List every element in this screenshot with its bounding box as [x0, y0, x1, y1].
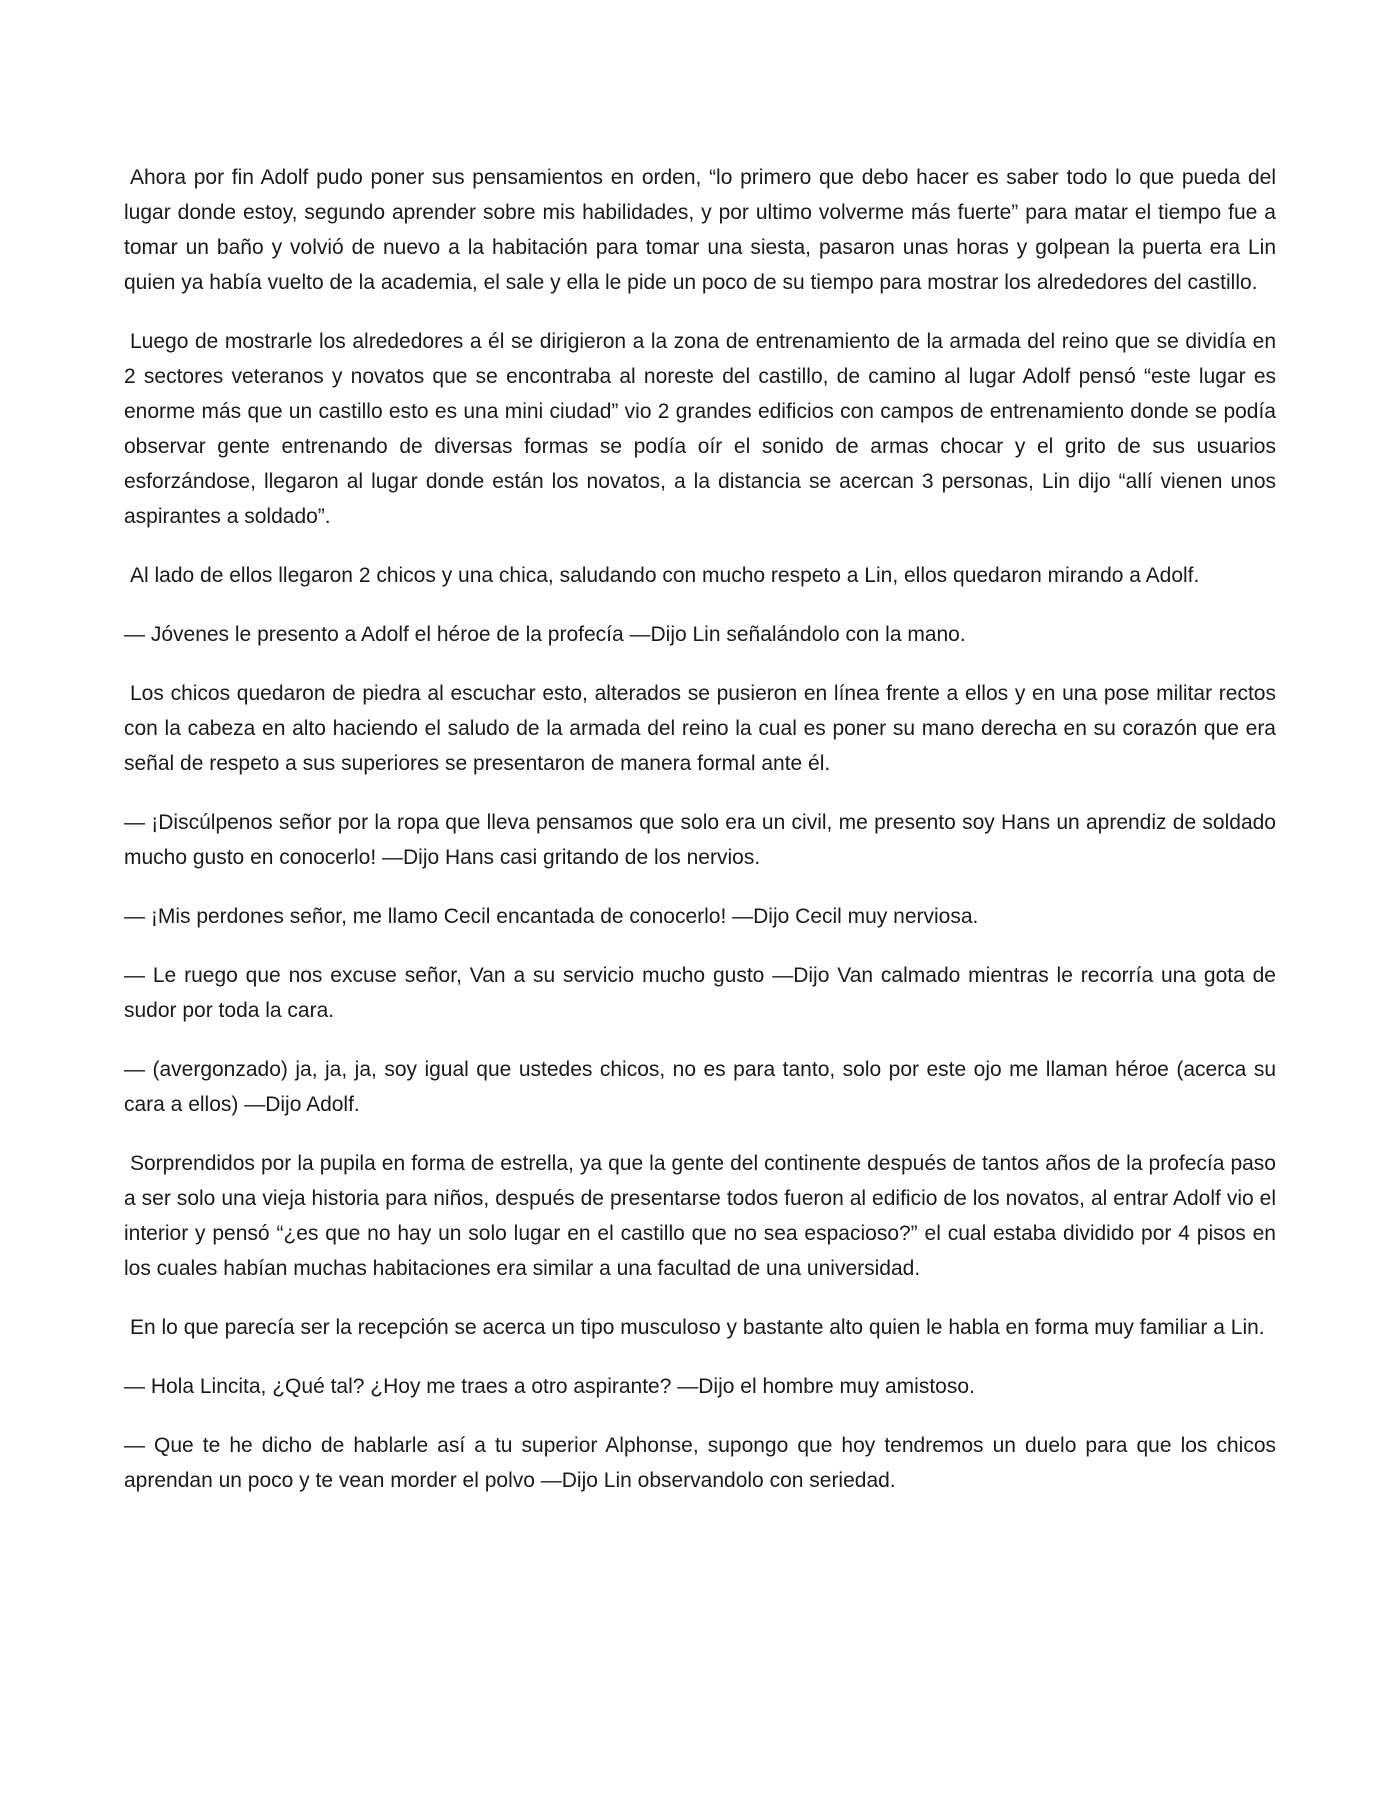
- dialogue-line-4: — Le ruego que nos excuse señor, Van a su servicio mucho gusto —Dijo Van calmado mientras le recorría una gota de sudor por toda la cara.: [124, 964, 1276, 1022]
- paragraph-1: Ahora por fin Adolf pudo poner sus pensamientos en orden, “lo primero que debo hacer es saber todo lo que pueda del lugar donde estoy, segundo aprender sobre mis habilidades, y por ultimo volverme más fuerte” para matar el tiempo fue a tomar un baño y volvió de nuevo a la habitación para tomar una siesta, pasaron unas horas y golpean la puerta era Lin quien ya había vuelto de la academia, el sale y ella le pide un poco de su tiempo para mostrar los alrededores del castillo.: [124, 166, 1276, 294]
- dialogue-line-1: — Jóvenes le presento a Adolf el héroe de la profecía —Dijo Lin señalándolo con la mano.: [124, 623, 966, 646]
- dialogue-line-3: — ¡Mis perdones señor, me llamo Cecil encantada de conocerlo! —Dijo Cecil muy nerviosa.: [124, 905, 979, 928]
- paragraph-3: Al lado de ellos llegaron 2 chicos y una chica, saludando con mucho respeto a Lin, ellos quedaron mirando a Adolf.: [130, 564, 1200, 587]
- document-page: [124, 160, 1276, 1522]
- dialogue-line-2: — ¡Discúlpenos señor por la ropa que lleva pensamos que solo era un civil, me presento soy Hans un aprendiz de soldado mucho gusto en conocerlo! —Dijo Hans casi gritando de los nervios.: [124, 811, 1276, 869]
- dialogue-line-6: — Hola Lincita, ¿Qué tal? ¿Hoy me traes a otro aspirante? —Dijo el hombre muy amistoso.: [124, 1375, 975, 1398]
- paragraph-6: En lo que parecía ser la recepción se acerca un tipo musculoso y bastante alto quien le habla en forma muy familiar a Lin.: [130, 1316, 1265, 1339]
- paragraph-2: Luego de mostrarle los alrededores a él se dirigieron a la zona de entrenamiento de la armada del reino que se dividía en 2 sectores veteranos y novatos que se encontraba al noreste del castillo, de camino al lugar Adolf pensó “este lugar es enorme más que un castillo esto es una mini ciudad” vio 2 grandes edificios con campos de entrenamiento donde se podía observar gente entrenando de diversas formas se podía oír el sonido de armas chocar y el grito de sus usuarios esforzándose, llegaron al lugar donde están los novatos, a la distancia se acercan 3 personas, Lin dijo “allí vienen unos aspirantes a soldado”.: [124, 330, 1276, 528]
- paragraph-5: Sorprendidos por la pupila en forma de estrella, ya que la gente del continente después de tantos años de la profecía paso a ser solo una vieja historia para niños, después de presentarse todos fueron al edificio de los novatos, al entrar Adolf vio el interior y pensó “¿es que no hay un solo lugar en el castillo que no sea espacioso?” el cual estaba dividido por 4 pisos en los cuales habían muchas habitaciones era similar a una facultad de una universidad.: [124, 1152, 1276, 1280]
- paragraph-4: Los chicos quedaron de piedra al escuchar esto, alterados se pusieron en línea frente a ellos y en una pose militar rectos con la cabeza en alto haciendo el saludo de la armada del reino la cual es poner su mano derecha en su corazón que era señal de respeto a sus superiores se presentaron de manera formal ante él.: [124, 682, 1276, 775]
- dialogue-line-7: — Que te he dicho de hablarle así a tu superior Alphonse, supongo que hoy tendremos un duelo para que los chicos aprendan un poco y te vean morder el polvo —Dijo Lin observandolo con seriedad.: [124, 1434, 1276, 1492]
- dialogue-line-5: — (avergonzado) ja, ja, ja, soy igual que ustedes chicos, no es para tanto, solo por este ojo me llaman héroe (acerca su cara a ellos) —Dijo Adolf.: [124, 1058, 1276, 1116]
